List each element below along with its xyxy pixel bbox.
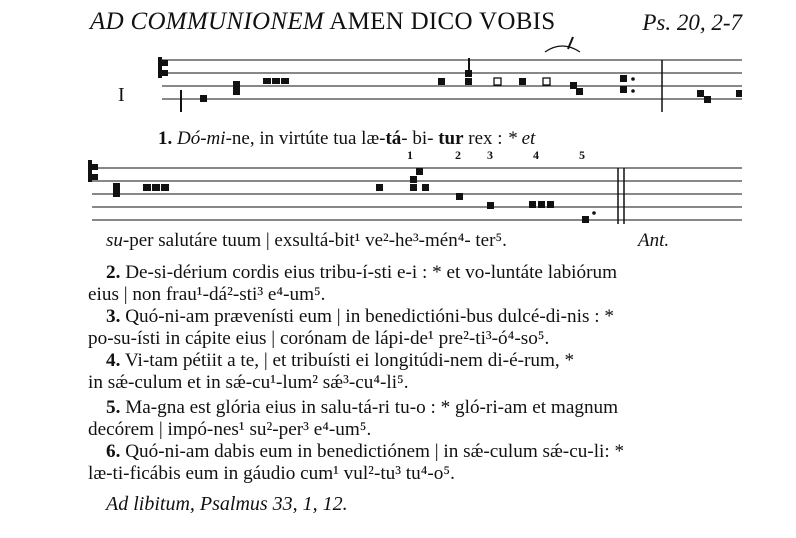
lyric-syllable: rex : [463,128,508,149]
verse-text-a: Quó-ni-am prævenísti eum | in benedictióni-bus dulcé-di-nis : * [125,306,614,327]
lyric-syllable: -ne, in virtúte tua læ- [225,128,386,149]
verse-number: 3. [106,306,121,327]
marker-3: 3 [487,148,493,162]
lyric-syllable: su [106,230,123,251]
staff-1-lines [162,60,742,112]
verse-number: 2. [106,262,121,283]
verse-4 [88,350,574,394]
title-italic: AD COMMUNIONEM [90,8,325,35]
lyric-line-2 [106,230,507,252]
verse-text-a: Quó-ni-am dabis eum in benedictiónem | in sǽ-culum sǽ-cu-li: * [125,441,625,462]
verse-3 [88,306,614,350]
staff-2-notes [113,168,596,223]
verse-text-b: eius | non frau¹-dá²-sti³ e⁴-um⁵. [88,284,326,305]
verse-number-1: 1. [158,128,177,149]
verse-text-a: Ma-gna est glória eius in salu-tá-ri tu-o : * gló-ri-am et magnum [125,397,619,418]
marker-5: 5 [579,148,585,162]
lyric-accent: tur [438,128,464,149]
lyric-syllable: Dó-mi [177,128,226,149]
episema-arc [545,46,580,52]
verse-text-b: in sǽ-culum et in sǽ-cu¹-lum² sǽ³-cu⁴-li⁵. [88,372,409,393]
verse-text-b: decórem | impó-nes¹ su²-per³ e⁴-um⁵. [88,419,372,440]
marker-4: 4 [533,148,539,162]
verse-text-a: De-si-dérium cordis eius tribu-í-sti e-i : * et vo-luntáte labiórum [125,262,618,283]
lyric-syllable: * et [507,128,536,149]
verse-text-b: læ-ti-ficábis eum in gáudio cum¹ vul²-tu³ tu⁴-o⁵. [88,463,455,484]
verse-number: 5. [106,397,121,418]
staff-1-clef [158,57,168,78]
verse-2 [88,262,617,306]
mode-numeral: I [118,84,125,106]
lyric-syllable: -per salutáre tuum | exsultá-bit¹ ve²-he³-mén⁴- ter⁵. [122,230,507,251]
lyric-accent: tá [385,128,402,149]
verse-text-b: po-su-ísti in cápite eius | corónam de lápi-de¹ pre²-ti³-ó⁴-so⁵. [88,328,550,349]
verse-number: 4. [106,350,121,371]
staff-1-notes [200,58,742,103]
staff-2-clef [88,160,98,182]
verse-6 [88,441,624,485]
lyric-syllable: - bi- [401,128,439,149]
antiphon-cue [638,230,669,252]
antiphon-label: Ant. [638,230,670,251]
verse-text-a: Vi-tam pétiit a te, | et tribuísti ei longitúdi-nem di-é-rum, * [124,350,575,371]
psalm-reference: Ps. 20, 2-7 [642,10,742,35]
footer-note: Ad libitum, Psalmus 33, 1, 12. [106,493,348,515]
lyric-line-1 [158,128,535,150]
title-rest: AMEN DICO VOBIS [329,8,556,35]
staff-1-leading-stem [180,90,182,112]
marker-2: 2 [455,148,461,162]
marker-1: 1 [407,148,413,162]
verse-number: 6. [106,441,121,462]
verse-5 [88,397,618,441]
